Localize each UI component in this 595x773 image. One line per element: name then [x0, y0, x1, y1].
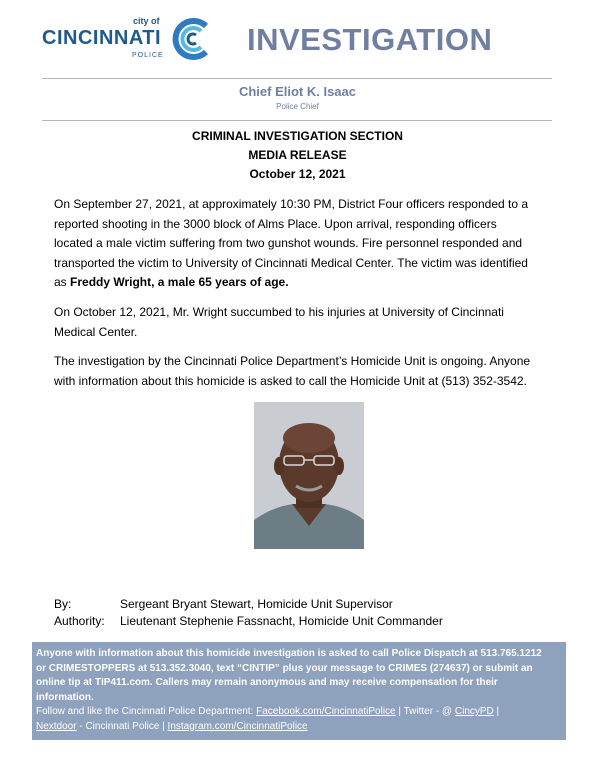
follow-text: Follow and like the Cincinnati Police Department:	[36, 706, 257, 717]
text-line: On October 12, 2021, Mr. Wright succumbed to his injuries at University of Cincinnati	[54, 305, 504, 319]
text-line: with information about this homicide is asked to call the Homicide Unit at (513) 352-3542.	[54, 373, 527, 388]
chief-divider	[42, 120, 552, 121]
footer-social-line-2	[36, 720, 562, 735]
chief-name: Chief Eliot K. Isaac	[238, 84, 357, 99]
victim-photo	[254, 402, 364, 549]
page-title: INVESTIGATION	[247, 22, 493, 57]
footer-line: or CRIMESTOPPERS at 513.352.3040, text “CINTIP” plus your message to CRIMES (274637) or submit an	[36, 662, 533, 674]
paragraph-death	[54, 303, 564, 342]
release-type: MEDIA RELEASE	[248, 148, 347, 162]
twitter-link[interactable]: CincyPD	[454, 706, 494, 717]
cincinnati-police-logo	[42, 16, 214, 66]
header	[0, 0, 595, 78]
instagram-link[interactable]: Instagram.com/CincinnatiPolice	[167, 720, 308, 732]
signature-authority	[54, 614, 443, 628]
footer-line: information.	[36, 691, 94, 703]
release-date: October 12, 2021	[249, 167, 346, 181]
logo-cincinnati: CINCINNATI	[42, 27, 162, 49]
footer-line: online tip at TIP411.com. Callers may remain anonymous and may receive compensation for their	[36, 677, 498, 688]
text-line: reported shooting in the 3000 block of Alms Place. Upon arrival, responding officers	[54, 216, 497, 231]
victim-identification: Freddy Wright, a male 65 years of age.	[70, 275, 289, 289]
separator: | Twitter - @	[395, 706, 455, 717]
by-label: By:	[54, 597, 72, 611]
text-line-victim	[54, 273, 564, 293]
footer-social-line	[36, 705, 562, 720]
signature-by	[54, 597, 393, 611]
nextdoor-text: - Cincinnati Police |	[76, 720, 168, 732]
logo-c-swirl-icon	[168, 16, 212, 62]
tip-footer	[32, 642, 566, 740]
section-title: CRIMINAL INVESTIGATION SECTION	[192, 129, 403, 143]
header-divider	[42, 78, 552, 79]
authority-value: Lieutenant Stephenie Fassnacht, Homicide Unit Commander	[120, 614, 443, 628]
footer-line: Anyone with information about this homicide investigation is asked to call Police Dispatch at 513.765.1212	[36, 648, 542, 659]
paragraph-incident	[54, 195, 564, 293]
text-line: The investigation by the Cincinnati Police Department’s Homicide Unit is ongoing. Anyone	[54, 354, 531, 368]
facebook-link[interactable]: Facebook.com/CincinnatiPolice	[256, 706, 396, 717]
logo-city-of: city of	[133, 16, 160, 26]
nextdoor-link[interactable]: Nextdoor	[36, 720, 77, 732]
text-line: transported the victim to University of Cincinnati Medical Center. The victim was identified	[54, 255, 528, 270]
paragraph-ongoing	[54, 352, 564, 391]
logo-police: POLICE	[132, 52, 164, 59]
authority-label: Authority:	[54, 614, 105, 628]
text-prefix: as	[54, 275, 71, 289]
text-line: located a male victim suffering from two gunshot wounds. Fire personnel responded and	[54, 236, 523, 250]
by-value: Sergeant Bryant Stewart, Homicide Unit Supervisor	[120, 597, 393, 611]
text-line: On September 27, 2021, at approximately 10:30 PM, District Four officers responded to a	[54, 197, 529, 211]
chief-title: Police Chief	[276, 102, 319, 111]
victim-photo-illustration	[254, 402, 364, 549]
text-line: Medical Center.	[54, 324, 138, 339]
separator: |	[493, 706, 500, 717]
